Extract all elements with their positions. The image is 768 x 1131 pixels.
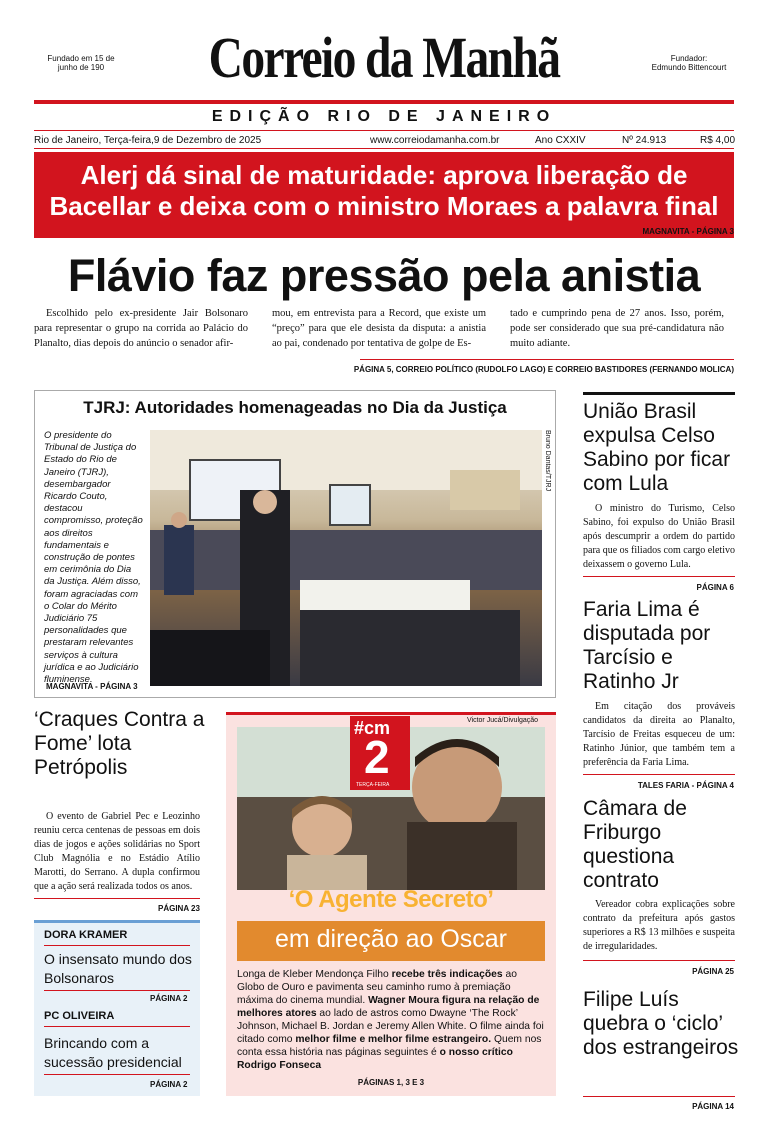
founder-label: Fundador: xyxy=(670,54,708,63)
story-faria-title[interactable]: Faria Lima é disputada por Tarcísio e Ratinho Jr xyxy=(583,598,711,693)
edition-label: EDIÇÃO RIO DE JANEIRO xyxy=(211,108,557,125)
ceremony-photo-illustration xyxy=(150,430,542,686)
columnist-oliveira-rule xyxy=(44,1026,190,1027)
story-friburgo-credit: PÁGINA 25 xyxy=(692,967,734,976)
photo-story-caption: O presidente do Tribunal de Justiça do Estado do Rio de Janeiro (TJRJ), desembargador Ricardo Couto, destacou compromisso, proteção aos direitos fundamentais e construção de pontes em cerimônia do Dia da Justiça. Além disso, foram agraciadas com o Colar do Mérito Judiciário 75 personalidades que prestaram relevantes serviços à cultura jurídica e ao Judiciário fluminense. xyxy=(44,430,143,686)
dateline-rule-top xyxy=(34,130,734,131)
craques-credit: PÁGINA 23 xyxy=(158,904,200,913)
lede-credit-rule xyxy=(360,359,734,360)
dateline-price: R$ 4,00 xyxy=(700,135,736,146)
story-faria-credit: TALES FARIA - PÁGINA 4 xyxy=(637,781,734,790)
founder-name: Edmundo Bittencourt xyxy=(651,63,727,72)
feature-text-part: ao lado de astros como Dwayne ‘The Rock’ Johnson, Michael B. Jordan e Jeremy Allen White. O filme ainda foi citado como xyxy=(237,1008,544,1045)
story-friburgo-text: Vereador cobra explicações sobre contrato da prefeitura após gastos superiores a R$ 13 milhões e suspeita de irregularidades. xyxy=(583,899,735,952)
feature-credit: PÁGINAS 1, 3 E 3 xyxy=(357,1078,425,1087)
story-friburgo-title[interactable]: Câmara de Friburgo questiona contrato xyxy=(583,797,687,892)
cm-day: TERÇA-FEIRA xyxy=(356,782,390,788)
feature-text xyxy=(237,968,547,1072)
columnist-kramer-rule xyxy=(44,945,190,946)
cm-badge xyxy=(350,716,410,790)
masthead-title[interactable]: Correio da Manhã xyxy=(208,25,560,90)
story-faria-text: Em citação dos prováveis candidatos da direita ao Planalto, Tarcísio de Freitas esqueceu de um: Ratinho Júnior, que também tem a preferência da Faria Lima. xyxy=(583,701,735,768)
story-uniao-credit: PÁGINA 6 xyxy=(696,583,734,592)
column-credit-oliveira: PÁGINA 2 xyxy=(150,1080,188,1089)
founded-note: Fundado em 15 de junho de 190 xyxy=(47,54,115,72)
story-uniao-text: O ministro do Turismo, Celso Sabino, foi expulso do União Brasil após descumprir a ordem do partido para que os filiados com cargo eletivo deixassem o governo Lula. xyxy=(583,503,735,570)
main-headline[interactable]: Flávio faz pressão pela anistia xyxy=(67,250,701,301)
photo-story-title[interactable]: TJRJ: Autoridades homenageadas no Dia da Justiça xyxy=(83,398,507,417)
dateline-year: Ano CXXIV xyxy=(535,135,586,146)
banner-credit: MAGNAVITA - PÁGINA 3 xyxy=(642,227,734,236)
dateline-number: Nº 24.913 xyxy=(622,135,667,146)
lede-column-1: Escolhido pelo ex-presidente Jair Bolsonaro para representar o grupo na corrida ao Palácio do Planalto, dias depois do anúncio o senador afir- xyxy=(34,308,248,349)
feature-photo-credit: Victor Jucá/Divulgação xyxy=(467,717,539,724)
feature-text-bold: o nosso crítico Rodrigo Fonseca xyxy=(237,1047,513,1071)
feature-subtitle[interactable]: em direção ao Oscar xyxy=(274,925,508,953)
ceremony-photo[interactable] xyxy=(150,430,542,686)
feature-text-bold: recebe três indicações xyxy=(391,969,503,980)
cm-tag: #cm xyxy=(354,718,391,738)
columnist-name-kramer: DORA KRAMER xyxy=(44,929,128,941)
founder-note xyxy=(644,54,734,72)
photo-credit: Bruno Dantas/TJRJ xyxy=(544,430,551,492)
story-filipe-credit: PÁGINA 14 xyxy=(692,1102,734,1111)
story-friburgo-rule xyxy=(583,960,735,961)
lede-column-3: tado e cumprindo pena de 27 anos. Isso, porém, pode ser considerado que sua pré-candidatura não muito adiante. xyxy=(510,308,724,349)
story-faria-rule xyxy=(583,774,735,775)
feature-text-part: ao Globo de Ouro e pavimenta seu caminho rumo à premiação máxima do cinema mundial. xyxy=(237,969,517,1006)
column-credit-kramer: PÁGINA 2 xyxy=(150,994,188,1003)
story-filipe-title[interactable]: Filipe Luís quebra o ‘ciclo’ dos estrangeiros xyxy=(583,988,739,1059)
feature-text-bold: Wagner Moura figura na relação de melhores atores xyxy=(237,995,540,1019)
feature-text-bold: melhor filme e melhor filme estrangeiro. xyxy=(295,1034,492,1045)
story-uniao-title[interactable]: União Brasil expulsa Celso Sabino por ficar com Lula xyxy=(583,400,731,495)
dateline-date: Rio de Janeiro, Terça-feira,9 de Dezembro de 2025 xyxy=(34,135,262,146)
cm-number: 2 xyxy=(364,731,390,783)
feature-title[interactable]: ‘O Agente Secreto’ xyxy=(288,886,494,913)
story-filipe-rule xyxy=(583,1096,735,1097)
story-uniao-rule xyxy=(583,576,735,577)
craques-text: O evento de Gabriel Pec e Leozinho reuniu cerca centenas de pessoas em dois dias de jogos e ações solidárias no Sport Club Magnólia e no Estádio Atílio Marotti, do Serrano. A dupla confirmou que a ação será realizada todos os anos. xyxy=(34,811,200,892)
lede-column-2: mou, em entrevista para a Record, que existe um “preço” para que ele desista da disputa: a anistia ao pai, condenado por tentativa de golpe de Es- xyxy=(272,308,486,349)
feature-text-part: Longa de Kleber Mendonça Filho xyxy=(237,969,392,980)
column-title-oliveira[interactable]: Brincando com a sucessão presidencial xyxy=(44,1035,182,1070)
feature-text-part: Quem nos conta essa história nas páginas seguintes é xyxy=(237,1034,542,1058)
craques-rule xyxy=(34,898,200,899)
column-title-kramer[interactable]: O insensato mundo dos Bolsonaros xyxy=(44,951,192,986)
banner-headline[interactable]: Alerj dá sinal de maturidade: aprova liberação de Bacellar e deixa com o ministro Moraes a palavra final xyxy=(49,160,719,221)
column-kramer-credit-rule xyxy=(44,990,190,991)
columnist-name-oliveira: PC OLIVEIRA xyxy=(44,1010,115,1022)
craques-title[interactable]: ‘Craques Contra a Fome’ lota Petrópolis xyxy=(34,708,205,779)
photo-story-credit: MAGNAVITA - PÁGINA 3 xyxy=(46,682,138,691)
masthead-rule xyxy=(34,100,734,104)
column-oliveira-credit-rule xyxy=(44,1074,190,1075)
dateline-rule-bottom xyxy=(34,148,734,149)
right-column-top-rule xyxy=(583,392,735,395)
lede-credit: PÁGINA 5, CORREIO POLÍTICO (RUDOLFO LAGO) E CORREIO BASTIDORES (FERNANDO MOLICA) xyxy=(353,365,734,374)
dateline-website[interactable]: www.correiodamanha.com.br xyxy=(370,135,500,146)
